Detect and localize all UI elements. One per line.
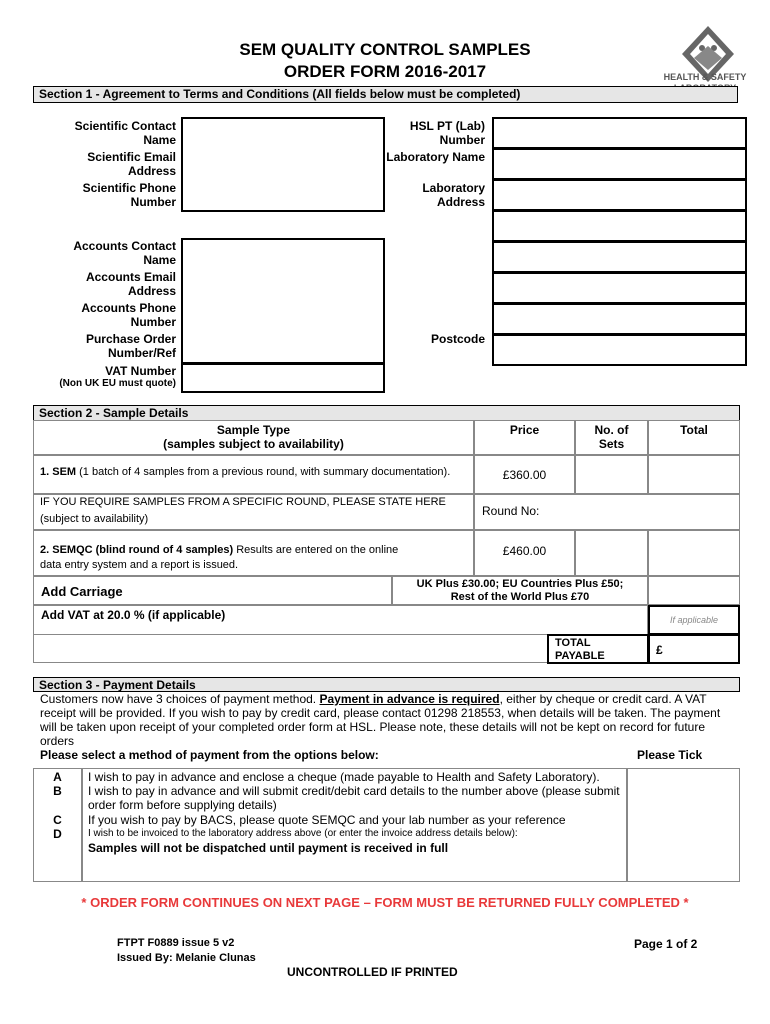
lab-address-input-3[interactable] bbox=[492, 241, 747, 273]
lab-address-input-2[interactable] bbox=[492, 210, 747, 242]
row1-text: (1 batch of 4 samples from a previous round, with summary documentation). bbox=[76, 466, 451, 478]
vat-note: (Non UK EU must quote) bbox=[59, 378, 176, 389]
uncontrolled-note: UNCONTROLLED IF PRINTED bbox=[287, 965, 458, 979]
col-sets-2: Sets bbox=[598, 437, 625, 451]
pound-sign: £ bbox=[656, 643, 663, 657]
total-payable-1: TOTAL bbox=[555, 637, 591, 649]
carriage-rates-2: Rest of the World Plus £70 bbox=[450, 591, 590, 603]
total-payable-label-cell bbox=[547, 634, 649, 664]
option-a-tick[interactable] bbox=[627, 768, 740, 782]
postcode-input[interactable] bbox=[492, 334, 747, 366]
row2-total-input[interactable] bbox=[648, 530, 740, 576]
row2-desc-cell bbox=[33, 530, 474, 576]
row2-desc bbox=[34, 531, 473, 557]
section2-heading: Section 2 - Sample Details bbox=[33, 405, 740, 420]
vat-row-cell bbox=[33, 605, 648, 634]
please-tick-label: Please Tick bbox=[637, 748, 703, 762]
lab-name-input[interactable] bbox=[492, 148, 747, 180]
round-no-input[interactable] bbox=[474, 494, 740, 530]
accounts-email-label: Accounts Email Address bbox=[85, 270, 176, 298]
round-sub: (subject to availability) bbox=[40, 513, 149, 525]
row1-price-cell bbox=[474, 455, 575, 494]
intro-bold: Payment in advance is required bbox=[319, 692, 500, 706]
select-payment-text: Please select a method of payment from the options below: bbox=[40, 748, 379, 762]
row2-text2: data entry system and a report is issued. bbox=[40, 559, 239, 571]
col-sets: No. of bbox=[594, 423, 629, 437]
vat-row-label: Add VAT at 20.0 % (if applicable) bbox=[41, 608, 226, 622]
issued-by: Issued By: Melanie Clunas bbox=[117, 952, 256, 964]
row1-desc-cell bbox=[33, 455, 474, 494]
hsl-pt-label: HSL PT (Lab) Number bbox=[409, 119, 485, 147]
intro-part1: Customers now have 3 choices of payment method. bbox=[40, 692, 320, 706]
section1-heading: Section 1 - Agreement to Terms and Conditions (All fields below must be completed) bbox=[33, 86, 738, 103]
option-b-tick[interactable] bbox=[627, 782, 740, 810]
vat-number-input[interactable] bbox=[181, 363, 385, 393]
intro-line2: receipt will be provided. If you wish to pay by credit card, please contact 01298 218553, when details will be taken. The payment bbox=[40, 706, 721, 720]
option-c-text: If you wish to pay by BACS, please quote SEMQC and your lab number as your reference bbox=[88, 813, 566, 827]
intro-line4: orders bbox=[40, 734, 75, 748]
scientific-contact-input[interactable] bbox=[181, 117, 385, 212]
accounts-contact-label: Accounts Contact Name bbox=[73, 239, 176, 267]
page-number: Page 1 of 2 bbox=[634, 937, 698, 951]
option-a-letter: A bbox=[53, 770, 62, 784]
total-payable-input[interactable] bbox=[648, 634, 740, 664]
round-no-label: Round No: bbox=[482, 504, 540, 518]
row1-sets-input[interactable] bbox=[575, 455, 648, 494]
row2-price: £460.00 bbox=[502, 544, 547, 558]
vat-number-label: VAT Number bbox=[105, 364, 176, 378]
postcode-label: Postcode bbox=[430, 332, 485, 346]
form-ref: FTPT F0889 issue 5 v2 bbox=[117, 937, 235, 949]
accounts-details-input[interactable] bbox=[181, 238, 385, 364]
scientific-contact-label: Scientific Contact Name bbox=[74, 119, 176, 147]
option-b-text: I wish to pay in advance and will submit credit/debit card details to the number above (please submit bbox=[88, 784, 620, 798]
carriage-label-cell bbox=[33, 576, 392, 605]
hsl-pt-input[interactable] bbox=[492, 117, 747, 149]
continues-note: * ORDER FORM CONTINUES ON NEXT PAGE – FORM MUST BE RETURNED FULLY COMPLETED * bbox=[81, 895, 689, 910]
row1-total-input[interactable] bbox=[648, 455, 740, 494]
logo-text-line1: HEALTH & SAFETY bbox=[663, 72, 747, 82]
intro-line3: will be taken upon receipt of your completed order form at HSL. Please note, these details will not be kept on record for future bbox=[40, 720, 706, 734]
payment-intro bbox=[40, 692, 740, 706]
lab-name-label: Laboratory Name bbox=[386, 150, 485, 164]
lab-address-input-5[interactable] bbox=[492, 303, 747, 335]
option-b-text2: order form before supplying details) bbox=[88, 798, 277, 812]
accounts-phone-label: Accounts Phone Number bbox=[81, 301, 176, 329]
option-a-text: I wish to pay in advance and enclose a cheque (made payable to Health and Safety Laboratory). bbox=[88, 770, 600, 784]
invoice-address-input[interactable] bbox=[82, 856, 627, 882]
if-applicable-hint: If applicable bbox=[669, 615, 719, 625]
option-d-letter: D bbox=[53, 827, 62, 841]
dispatch-note: Samples will not be dispatched until payment is received in full bbox=[88, 841, 449, 855]
col-total: Total bbox=[680, 423, 708, 437]
scientific-phone-label: Scientific Phone Number bbox=[82, 181, 176, 209]
scientific-email-label: Scientific Email Address bbox=[87, 150, 176, 178]
col-sample-type-note: (samples subject to availability) bbox=[163, 437, 344, 451]
total-spacer bbox=[33, 634, 547, 663]
option-d-text: I wish to be invoiced to the laboratory address above (or enter the invoice address details below): bbox=[88, 828, 518, 839]
option-d-tick[interactable] bbox=[627, 825, 740, 882]
col-sets-cell bbox=[575, 420, 648, 455]
lab-address-input-4[interactable] bbox=[492, 272, 747, 304]
intro-part2: , either by cheque or credit card. A VAT bbox=[499, 692, 707, 706]
row2-price-cell bbox=[474, 530, 575, 576]
page-subtitle: ORDER FORM 2016-2017 bbox=[283, 62, 487, 81]
row2-text: Results are entered on the online bbox=[233, 544, 399, 556]
col-price-cell bbox=[474, 420, 575, 455]
purchase-order-label: Purchase Order Number/Ref bbox=[85, 332, 176, 360]
carriage-total-input[interactable] bbox=[648, 576, 740, 605]
row1-price: £360.00 bbox=[502, 468, 547, 482]
vat-total-input[interactable] bbox=[648, 605, 740, 635]
row2-title: 2. SEMQC (blind round of 4 samples) bbox=[40, 544, 234, 556]
carriage-rates-cell bbox=[392, 576, 648, 605]
carriage-label: Add Carriage bbox=[41, 584, 123, 599]
col-price: Price bbox=[509, 423, 540, 437]
row1-title: 1. SEM bbox=[40, 466, 77, 478]
round-text: IF YOU REQUIRE SAMPLES FROM A SPECIFIC ROUND, PLEASE STATE HERE bbox=[40, 496, 446, 508]
col-sample-type: Sample Type bbox=[216, 423, 291, 437]
row2-sets-input[interactable] bbox=[575, 530, 648, 576]
option-c-letter: C bbox=[53, 813, 62, 827]
total-payable-2: PAYABLE bbox=[555, 650, 605, 662]
row1-desc bbox=[34, 456, 473, 480]
col-total-cell bbox=[648, 420, 740, 455]
option-c-tick[interactable] bbox=[627, 811, 740, 825]
col-sample-type-cell bbox=[33, 420, 474, 455]
round-desc-cell bbox=[33, 494, 474, 530]
carriage-rates-1: UK Plus £30.00; EU Countries Plus £50; bbox=[416, 578, 624, 590]
option-b-letter: B bbox=[53, 784, 62, 798]
section3-heading: Section 3 - Payment Details bbox=[33, 677, 740, 692]
lab-address-input-1[interactable] bbox=[492, 179, 747, 211]
lab-address-label: Laboratory Address bbox=[422, 181, 485, 209]
page-title: SEM QUALITY CONTROL SAMPLES bbox=[239, 40, 531, 59]
